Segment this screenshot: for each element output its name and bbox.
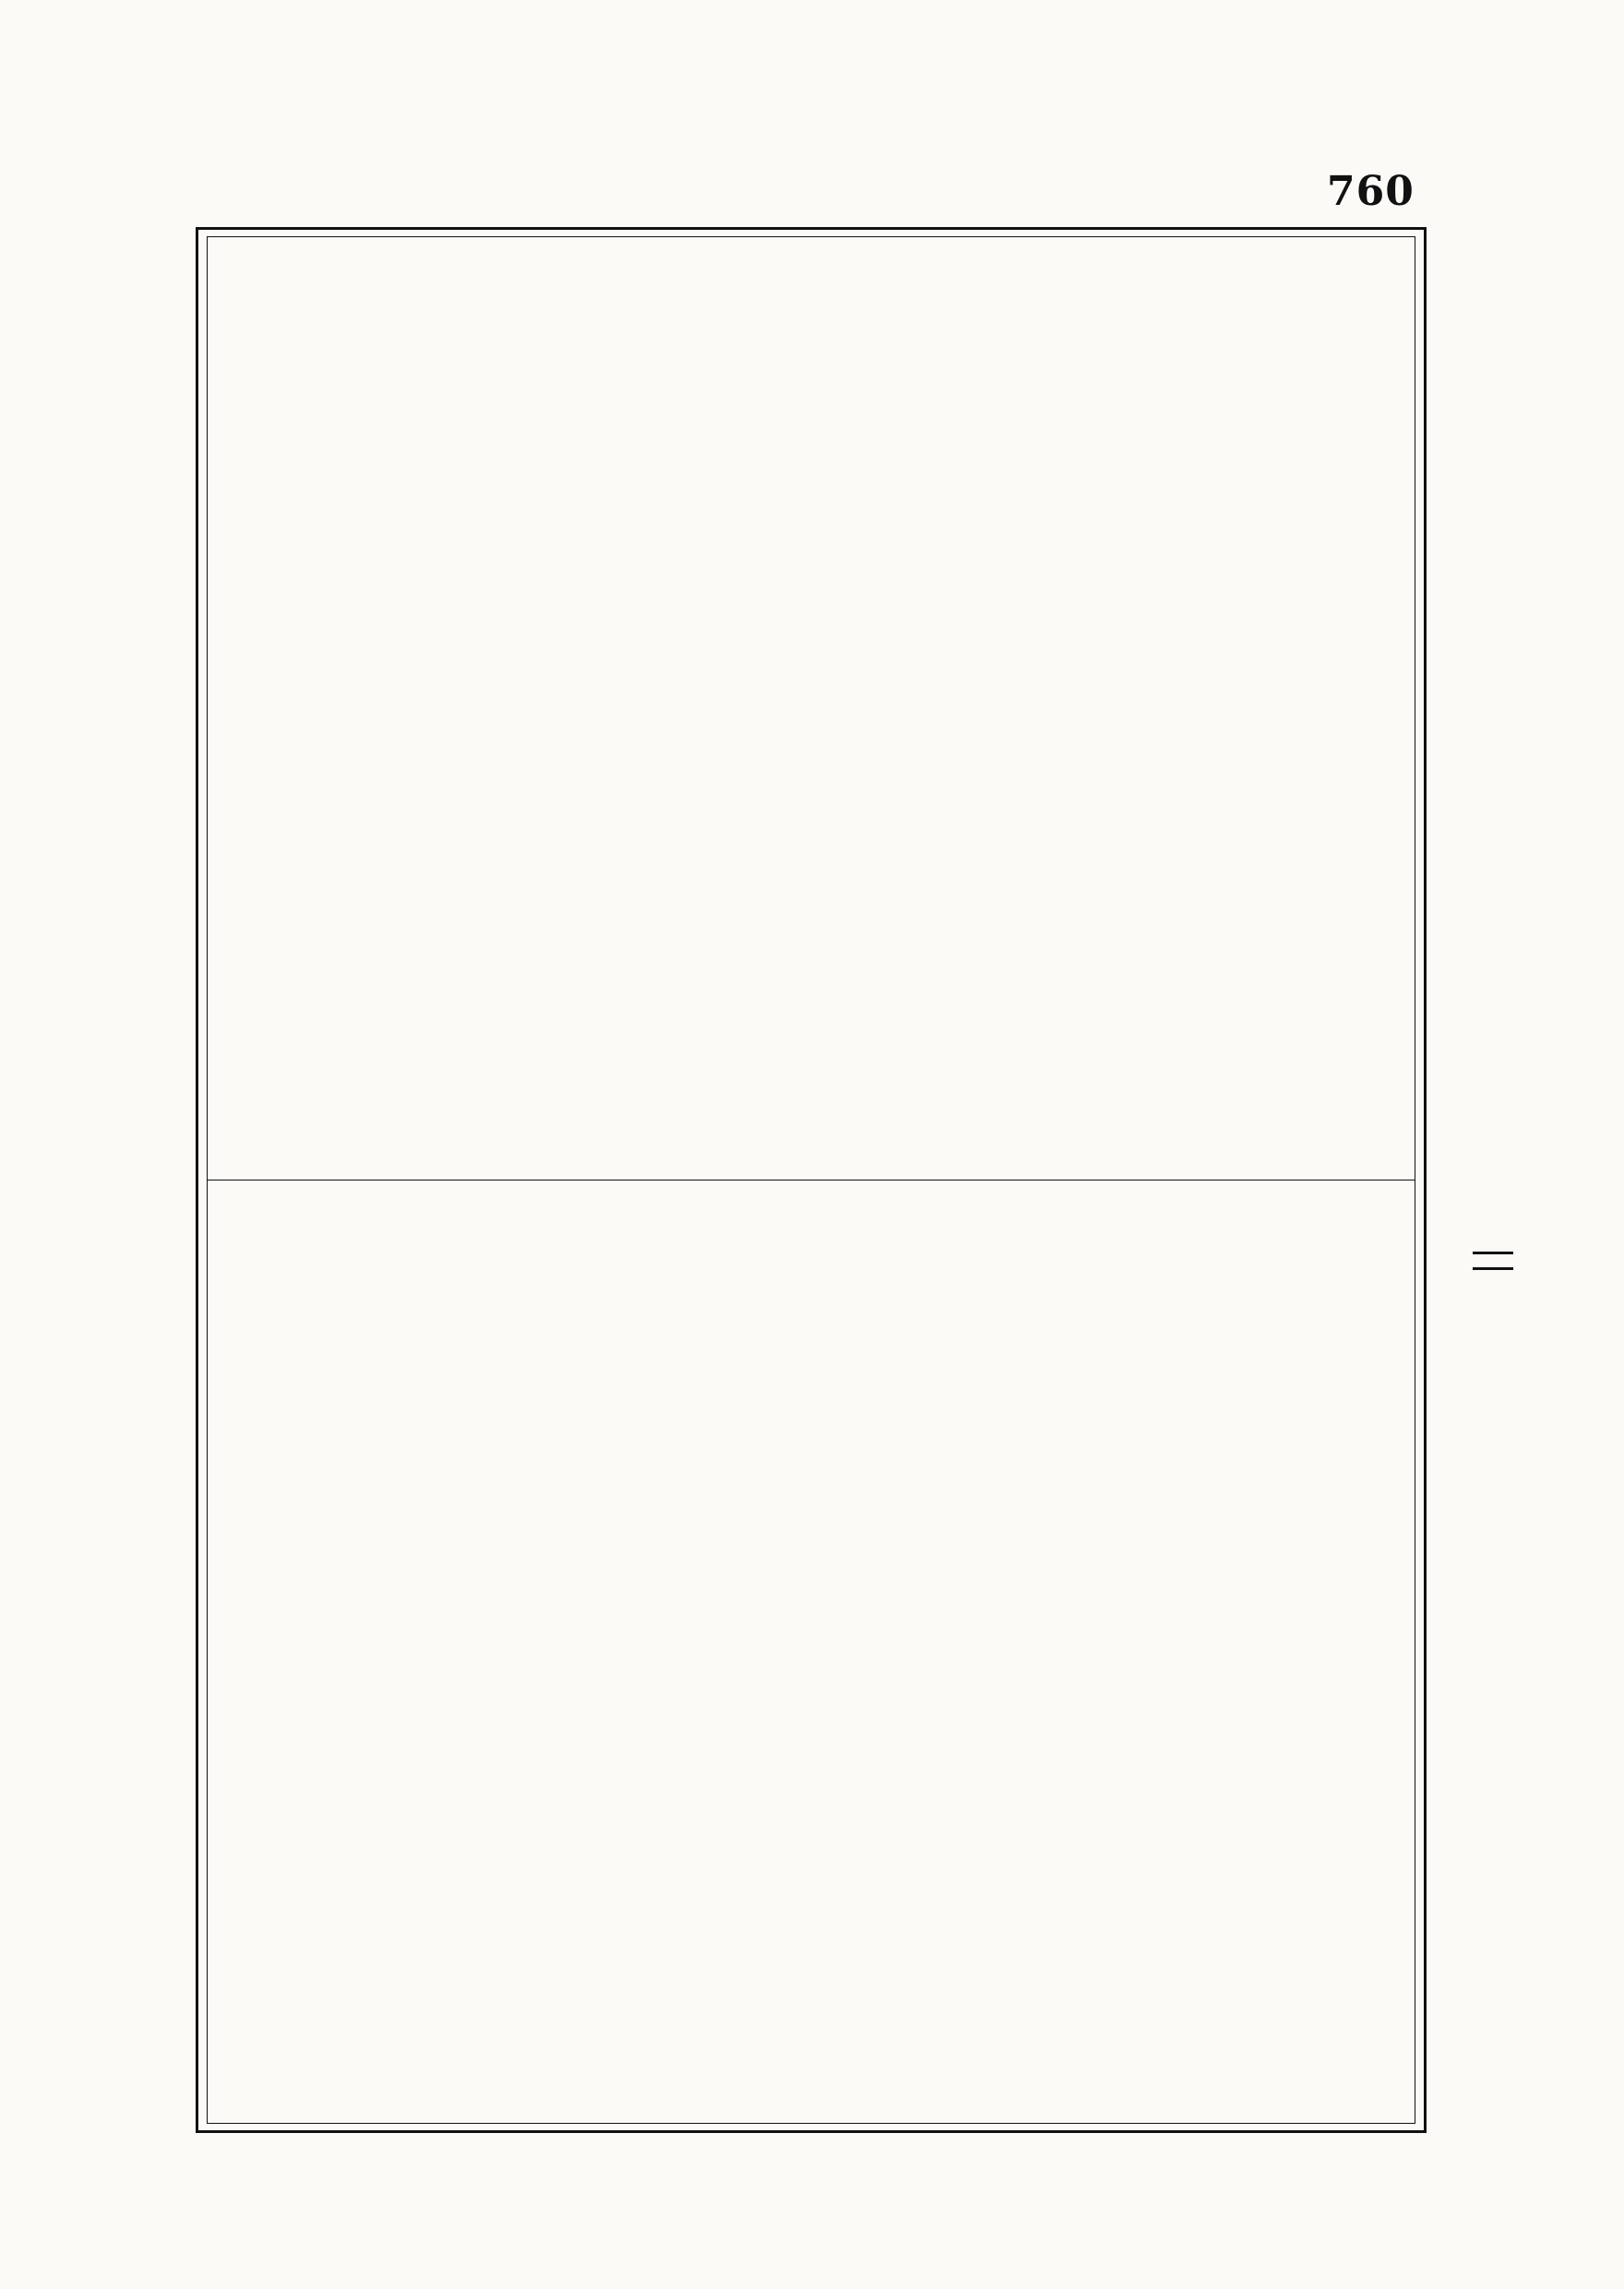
top-text-block [221, 246, 1403, 1172]
side-marker-stroke [1473, 1252, 1513, 1254]
bottom-text-block [221, 1191, 1403, 2117]
side-margin-marker [1473, 1248, 1513, 1283]
page-number: 760 [1327, 168, 1415, 215]
side-marker-stroke [1473, 1267, 1513, 1270]
